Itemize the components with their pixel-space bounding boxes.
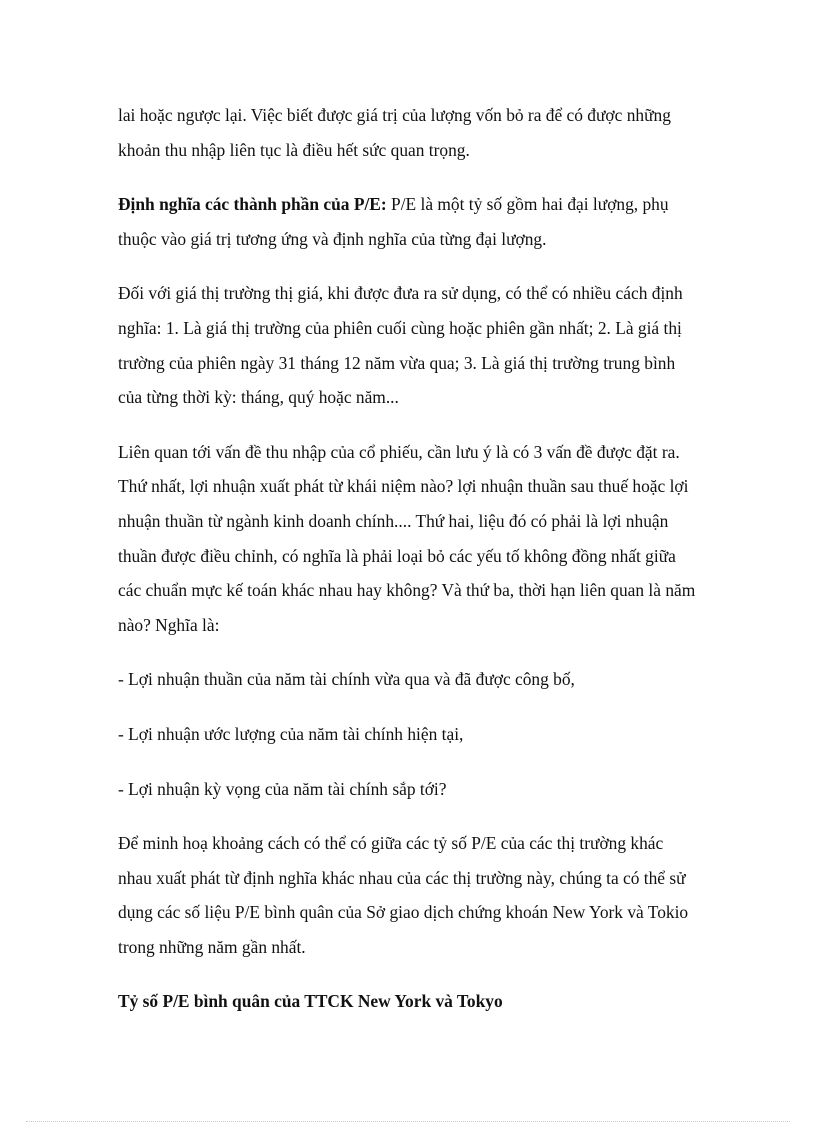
paragraph-earnings — [118, 435, 698, 643]
paragraph-illustration — [118, 826, 698, 964]
section-heading-pe-average — [118, 984, 698, 1019]
section-heading-text: Tỷ số P/E bình quân của TTCK New York và Tokyo — [118, 991, 503, 1012]
paragraph-text: Đối với giá thị trường thị giá, khi được đưa ra sử dụng, có thể có nhiều cách định nghĩa: 1. Là giá thị trường của phiên cuối cùng hoặc phiên gần nhất; 2. Là giá thị trường của phiên ngày 31 tháng 12 năm vừa qua; 3. Là giá thị trường trung bình của từng thời kỳ: tháng, quý hoặc năm... — [118, 283, 683, 408]
list-item-text: - Lợi nhuận ước lượng của năm tài chính hiện tại, — [118, 723, 464, 744]
paragraph-pe-definition — [118, 187, 698, 256]
list-item-text: - Lợi nhuận kỳ vọng của năm tài chính sắp tới? — [118, 778, 447, 799]
paragraph-market-price — [118, 276, 698, 414]
list-item-net-profit-expected — [118, 772, 698, 807]
paragraph-heading: Định nghĩa các thành phần của P/E: — [118, 194, 387, 215]
paragraph-text: Để minh hoạ khoảng cách có thể có giữa các tỷ số P/E của các thị trường khác nhau xuất phát từ định nghĩa khác nhau của các thị trường này, chúng ta có thể sử dụng các số liệu P/E bình quân của Sở giao dịch chứng khoán New York và Tokio trong những năm gần nhất. — [118, 833, 689, 957]
paragraph-text: Liên quan tới vấn đề thu nhập của cổ phiếu, cần lưu ý là có 3 vấn đề được đặt ra. Thứ nhất, lợi nhuận xuất phát từ khái niệm nào? lợi nhuận thuần sau thuế hoặc lợi nhuận thuần từ ngành kinh doanh chính.... Thứ hai, liệu đó có phải là lợi nhuận thuần được điều chỉnh, có nghĩa là phải loại bỏ các yếu tố không đồng nhất giữa các chuẩn mực kế toán khác nhau hay không? Và thứ ba, thời hạn liên quan là năm nào? Nghĩa là: — [118, 441, 696, 635]
list-item-net-profit-past — [118, 662, 698, 697]
list-item-net-profit-current — [118, 717, 698, 752]
paragraph-text: lai hoặc ngược lại. Việc biết được giá trị của lượng vốn bỏ ra để có được những khoản thu nhập liên tục là điều hết sức quan trọng. — [118, 105, 671, 160]
paragraph-text: P/E là một tỷ số gồm hai đại lượng, phụ thuộc vào giá trị tương ứng và định nghĩa của từng đại lượng. — [118, 194, 669, 249]
list-item-text: - Lợi nhuận thuần của năm tài chính vừa qua và đã được công bố, — [118, 669, 575, 690]
document-body — [118, 98, 698, 1039]
paragraph-intro — [118, 98, 698, 167]
page-bottom-divider — [26, 1121, 790, 1122]
